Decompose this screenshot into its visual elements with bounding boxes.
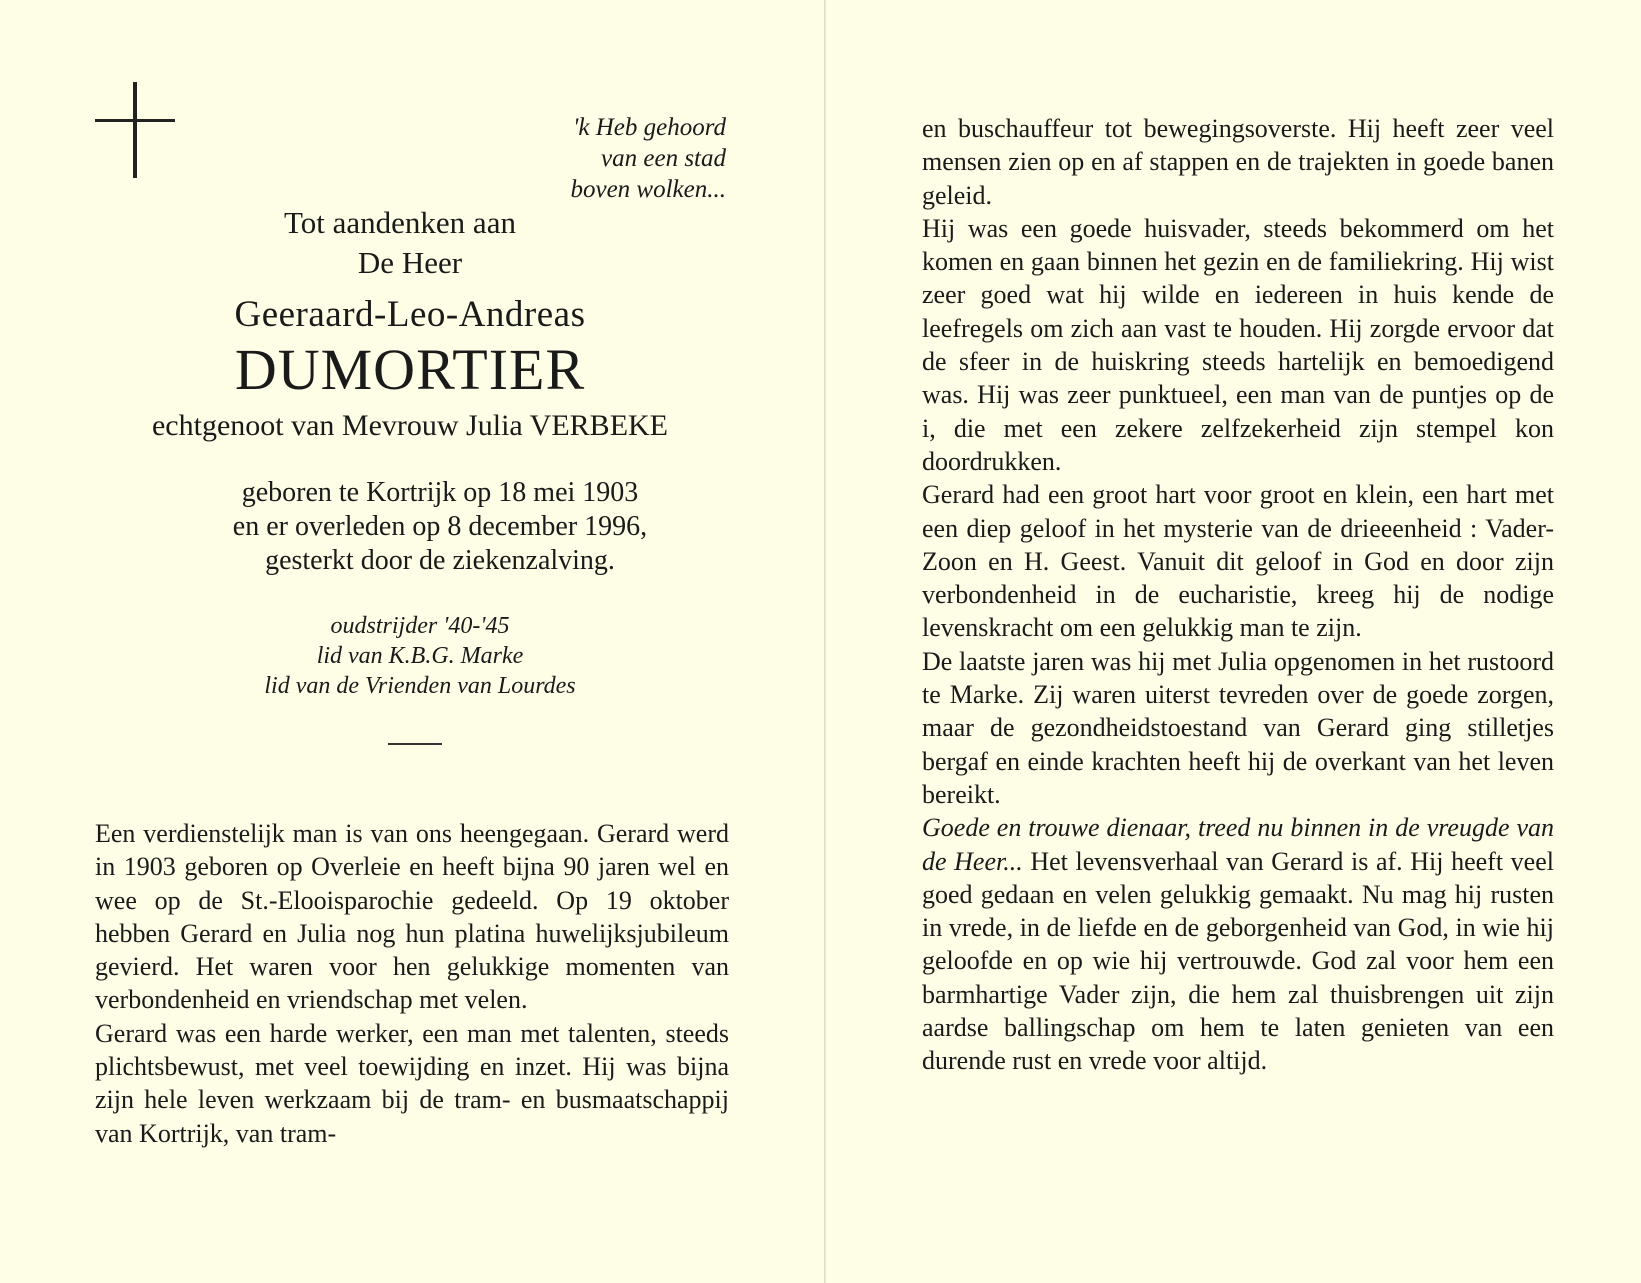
opening-quote <box>426 112 726 205</box>
paragraph: Hij was een goede huisvader, steeds bekommerd om het komen en gaan binnen het gezin en de familiekring. Hij wist zeer goed wat hij wilde en iedereen in huis kende de leefregels om zich aan vast te houden. Hij zorgde ervoor dat de sfeer in de huiskring steeds hartelijk en bemoedigend was. Hij was zeer punktueel, een man van de puntjes op de i, die met een zekere zelfzekerheid zijn stempel kon doordrukken. <box>922 213 1554 476</box>
surname: DUMORTIER <box>234 337 586 402</box>
closing-paragraph <box>922 811 1554 1077</box>
life-dates <box>70 476 750 578</box>
roles-list <box>170 611 670 701</box>
role-line: lid van de Vrienden van Lourdes <box>264 673 576 699</box>
paragraph: en buschauffeur tot bewegingsoverste. Hij heeft zeer veel mensen zien op en af stappen en de trajekten in goede banen geleid. <box>922 114 1554 210</box>
closing-italic: Goede en trouwe dienaar, treed nu binnen in de vreugde van de Heer... <box>922 813 1554 876</box>
memorial-intro <box>70 203 750 283</box>
first-names: Geeraard-Leo-Andreas <box>234 294 586 335</box>
left-body-text <box>95 817 729 1150</box>
spouse-line: echtgenoot van Mevrouw Julia VERBEKE <box>151 409 669 442</box>
quote-line: van een stad <box>601 145 726 172</box>
quote-line: 'k Heb gehoord <box>573 114 726 141</box>
date-line: geboren te Kortrijk op 18 mei 1903 <box>241 477 639 508</box>
role-line: lid van K.B.G. Marke <box>316 643 524 669</box>
separator-dash <box>388 743 442 745</box>
paragraph: Gerard had een groot hart voor groot en klein, een hart met een diep geloof in het mysterie van de drieeenheid : Vader-Zoon en H. Geest. Vanuit dit geloof in God en door zijn verbondenheid in de eucharistie, kreeg hij de nodige levenskracht om een gelukkig man te zijn. <box>922 480 1554 643</box>
date-line: gesterkt door de ziekenzalving. <box>265 545 615 576</box>
role-line: oudstrijder '40-'45 <box>330 613 510 639</box>
quote-line: boven wolken... <box>570 176 726 203</box>
intro-line: Tot aandenken aan <box>284 205 516 240</box>
closing-text: Het levensverhaal van Gerard is af. Hij heeft veel goed gedaan en velen gelukkig gemaakt. Nu mag hij rusten in vrede, in de liefde en de geborgenheid van God, in wie hij geloofde en op wie hij vertrouwde. God zal voor hem een barmhartige Vader zijn, die hem zal thuisbrengen uit zijn aardse ballingschap om hem te laten genieten van een durende rust en vrede voor altijd. <box>922 846 1554 1076</box>
paragraph: Gerard was een harde werker, een man met talenten, steeds plichtsbewust, met veel toewijding en inzet. Hij was bijna zijn hele leven werkzaam bij de tram- en busmaatschappij van Kortrijk, van tram- <box>95 1018 729 1148</box>
cross-icon <box>95 82 175 178</box>
paragraph: De laatste jaren was hij met Julia opgenomen in het rustoord te Marke. Zij waren uiterst tevreden over de goede zorgen, maar de gezondheidstoestand van Gerard ging stilletjes bergaf en einde krachten heeft hij de overkant van het leven bereikt. <box>922 646 1554 809</box>
date-line: en er overleden op 8 december 1996, <box>232 511 648 542</box>
right-body-text <box>922 112 1554 1078</box>
intro-line: De Heer <box>357 245 463 280</box>
paragraph: Een verdienstelijk man is van ons heengegaan. Gerard werd in 1903 geboren op Overleie en heeft bijna 90 jaren wel en wee op de St.-Elooisparochie gedeeld. Op 19 oktober hebben Gerard en Julia nog hun platina huwelijksjubileum gevierd. Het waren voor hen gelukkige momenten van verbondenheid en vriendschap met velen. <box>95 819 729 1015</box>
